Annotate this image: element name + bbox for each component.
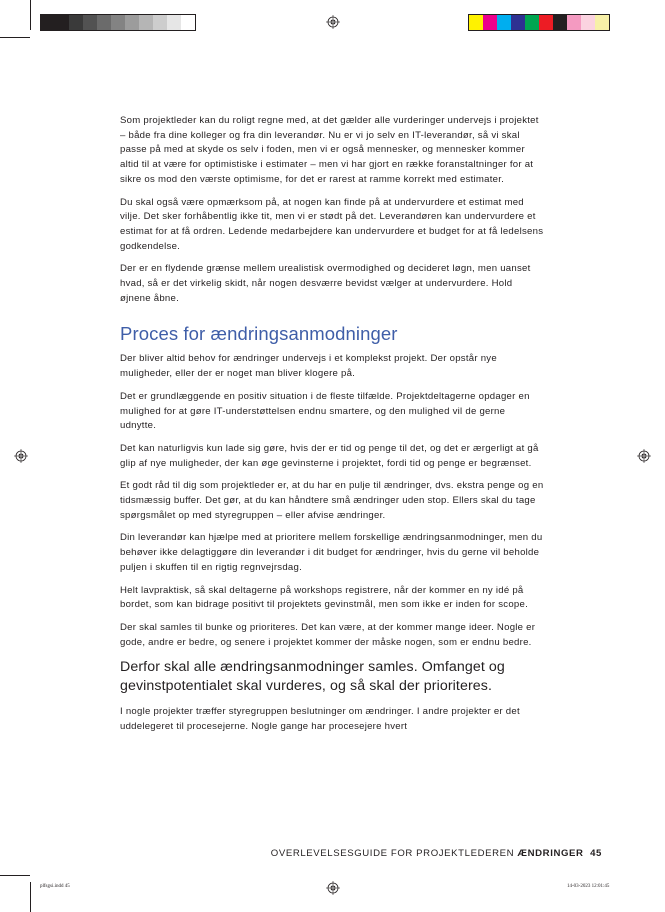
running-footer: [271, 848, 602, 859]
color-swatch: [69, 15, 83, 30]
paragraph: Der skal samles til bunke og prioriteres. Det kan være, at der kommer mange ideer. Nogle er gode, andre er bedre, og senere i projektet kommer der måske nogen, som er endnu bedre.: [120, 621, 536, 648]
paragraph: Som projektleder kan du roligt regne med, at det gælder alle vurderinger undervejs i projektet – både fra dine kolleger og fra din leverandør. Nu er vi jo selv en IT-leverandør, så vi skal passe på med at skyde os selv i foden, men vi er også mennesker, og mennesker kommer altid til at være for optimistiske i estimater – men vi har gjort en række foranstaltninger for at sikre os mod den værste optimisme, for det er rarest at ramme korrekt med estimater.: [120, 115, 539, 185]
color-swatch: [567, 15, 581, 30]
paragraph: Du skal også være opmærksom på, at nogen kan finde på at undervurdere et estimat med vilje. Det sker forhåbentlig ikke tit, men vi er stødt på det. Leverandøren kan undervurdere et estimat for at få ordren. Ledende medarbejdere kan undervurdere et budget for at få ledelsens godkendelse.: [120, 196, 544, 252]
color-swatch: [539, 15, 553, 30]
paragraph: Et godt råd til dig som projektleder er, at du har en pulje til ændringer, dvs. ekstra penge og en tidsmæssig buffer. Det gør, at du kan håndtere små ændringer uden stop. Ellers skal du tage spørgsmålet op med styregruppen – eller afvise ændringer.: [120, 480, 544, 521]
crop-mark: [30, 882, 31, 912]
color-swatch: [41, 15, 55, 30]
footer-book-title: OVERLEVELSESGUIDE FOR PROJEKTLEDEREN: [270, 848, 515, 859]
color-swatch: [153, 15, 167, 30]
registration-mark-bottom-icon: [326, 881, 340, 895]
slug-timestamp: 14-03-2023 12:01:45: [567, 884, 610, 889]
color-swatch: [525, 15, 539, 30]
registration-mark-left-icon: [14, 449, 28, 463]
color-swatch: [111, 15, 125, 30]
crop-mark: [0, 875, 30, 876]
pull-quote: Derfor skal alle ændringsanmodninger samles. Omfanget og gevinstpotentialet skal vurderes, og så skal der prioriteres.: [120, 659, 505, 695]
slug-filename: plfsgsi.indd 45: [40, 884, 70, 889]
section-heading: Proces for ændringsanmodninger: [120, 323, 398, 345]
color-swatch: [97, 15, 111, 30]
registration-mark-top-icon: [326, 15, 340, 29]
paragraph: Helt lavpraktisk, så skal deltagerne på workshops registrere, når der kommer en ny idé på bordet, som kan bidrage positivt til projektets gevinstmål, men som ikke er inden for scope.: [120, 584, 528, 611]
color-swatch: [511, 15, 525, 30]
color-swatch: [181, 15, 195, 30]
color-swatch: [83, 15, 97, 30]
paragraph: Din leverandør kan hjælpe med at prioritere mellem forskellige ændringsanmodninger, men du behøver ikke delagtiggøre din leverandør i dit budget for ændringer, hvis du gerne vil beholde puljen i skuffen til en rigtig regnvejrsdag.: [120, 532, 543, 573]
crop-mark: [30, 0, 31, 30]
color-swatch: [469, 15, 483, 30]
color-swatch: [125, 15, 139, 30]
color-swatch: [483, 15, 497, 30]
color-swatch: [55, 15, 69, 30]
paragraph: Der bliver altid behov for ændringer undervejs i et komplekst projekt. Der opstår nye muligheder, eller der er noget man bliver klogere på.: [120, 353, 497, 380]
color-swatch: [595, 15, 609, 30]
paragraph: Der er en flydende grænse mellem urealistisk overmodighed og decideret løgn, men uanset hvad, så er det virkelig skidt, når nogen desværre bevidst vælger at undervurdere. Hold øjnene åbne.: [120, 263, 531, 304]
color-swatch: [581, 15, 595, 30]
color-swatch: [139, 15, 153, 30]
color-swatch: [553, 15, 567, 30]
color-calibration-strip: [468, 14, 610, 31]
paragraph: Det er grundlæggende en positiv situation i de fleste tilfælde. Projektdeltagerne opdager en mulighed for at gøre IT-understøttelsen endnu smartere, og den mulighed vil de gerne udnytte.: [120, 390, 530, 432]
color-swatch: [497, 15, 511, 30]
crop-mark: [0, 37, 30, 38]
gray-calibration-strip: [40, 14, 196, 31]
paragraph: I nogle projekter træffer styregruppen beslutninger om ændringer. I andre projekter er det uddelegeret til procesejerne. Nogle gange har procesejere hvert: [120, 706, 520, 733]
page-number: 45: [590, 848, 602, 859]
footer-chapter: ÆNDRINGER: [517, 848, 584, 859]
color-swatch: [167, 15, 181, 30]
paragraph: Det kan naturligvis kun lade sig gøre, hvis der er tid og penge til det, og det er ærgerligt at gå glip af nye muligheder, der kan øge gevinsterne i projektet, fordi tid og penge er begrænset.: [120, 442, 539, 469]
registration-mark-right-icon: [637, 449, 651, 463]
page-content: [120, 114, 544, 735]
